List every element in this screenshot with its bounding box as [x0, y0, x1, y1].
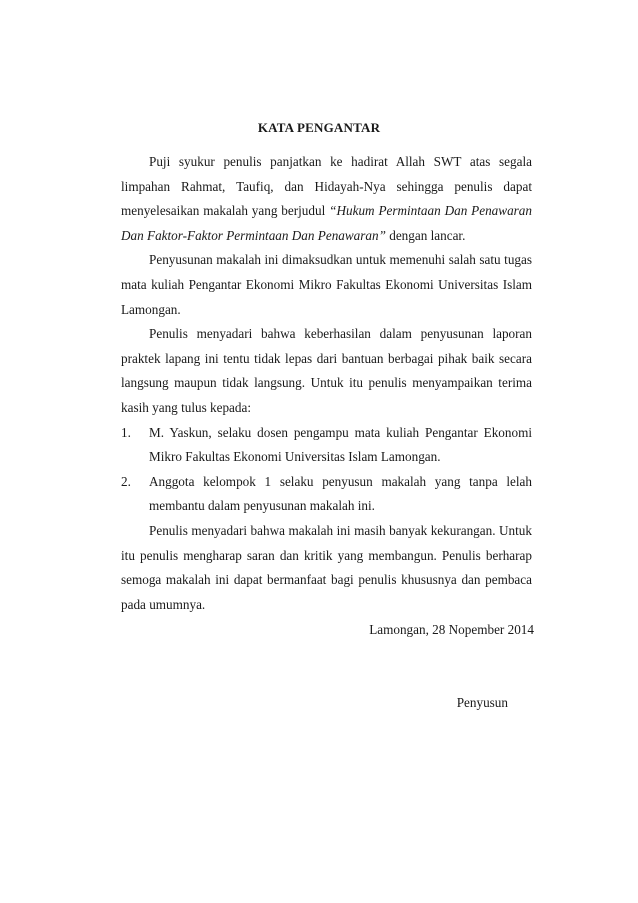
paragraph-opening-end: dengan lancar.	[385, 227, 466, 243]
document-body	[121, 150, 532, 617]
author-signoff: Penyusun	[456, 695, 508, 710]
paragraph-closing: Penulis menyadari bahwa makalah ini masih banyak kekurangan. Untuk itu penulis mengharap saran dan kritik yang membangun. Penulis berharap semoga makalah ini dapat bermanfaat bagi penulis khususnya dan pembaca pada umumnya.	[121, 522, 532, 612]
page-title: KATA PENGANTAR	[257, 120, 381, 135]
list-item	[121, 421, 532, 470]
paragraph-opening	[121, 150, 532, 248]
list-number: 2.	[121, 473, 131, 489]
paragraph-thanks: Penulis menyadari bahwa keberhasilan dalam penyusunan laporan praktek lapang ini tentu tidak lepas dari bantuan berbagai pihak baik secara langsung maupun tidak langsung. Untuk itu penulis menyampaikan terima kasih yang tulus kepada:	[121, 326, 532, 415]
list-text: M. Yaskun, selaku dosen pengampu mata kuliah Pengantar Ekonomi Mikro Fakultas Ekonomi Universitas Islam Lamongan.	[149, 424, 532, 465]
paragraph-opening-text: Puji syukur penulis panjatkan ke hadirat Allah SWT atas segala limpahan Rahmat, Taufiq, dan Hidayah-Nya sehingga penulis dapat menyelesaikan makalah yang berjudul	[121, 154, 532, 219]
place-date: Lamongan, 28 Nopember 2014	[369, 622, 534, 637]
list-text: Anggota kelompok 1 selaku penyusun makalah yang tanpa lelah membantu dalam penyusunan makalah ini.	[149, 473, 532, 514]
list-number: 1.	[121, 424, 131, 440]
list-item	[121, 470, 532, 519]
paragraph-purpose: Penyusunan makalah ini dimaksudkan untuk memenuhi salah satu tugas mata kuliah Pengantar Ekonomi Mikro Fakultas Ekonomi Universitas Islam Lamongan.	[121, 252, 532, 317]
paper-title-italic: “Hukum Permintaan Dan Penawaran Dan Faktor-Faktor Permintaan Dan Penawaran”	[121, 203, 532, 243]
